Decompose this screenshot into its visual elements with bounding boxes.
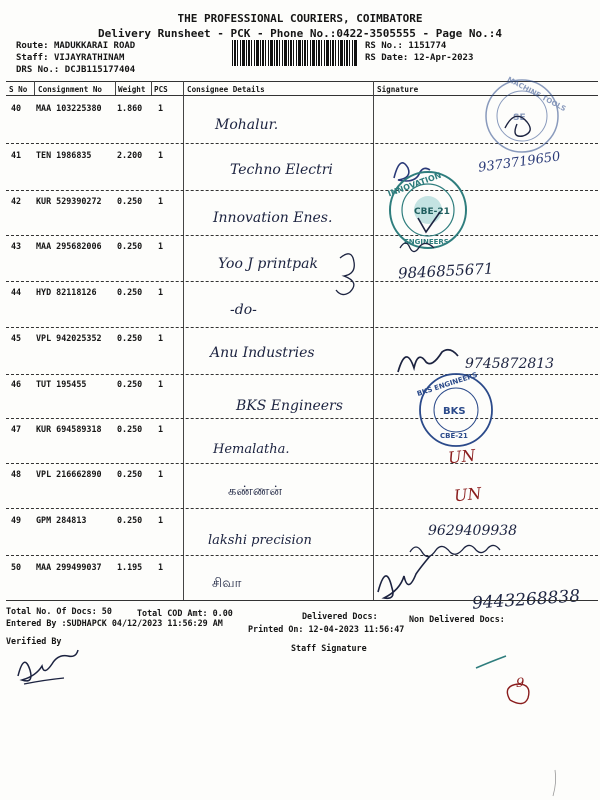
staff-value: VIJAYRATHINAM: [53, 53, 125, 63]
bks-stamp-mid: BKS: [443, 406, 466, 417]
col-header-consignment: Consignment No: [38, 85, 103, 94]
delivered-docs: Delivered Docs:: [302, 611, 378, 621]
innovation-stamp-city: CBE-21: [414, 207, 450, 217]
entered-by: Entered By :SUDHAPCK 04/12/2023 11:56:29 AM: [6, 618, 223, 628]
row-sno: 48: [11, 469, 22, 479]
row-consignee: Mohalur.: [215, 117, 279, 133]
row-sno: 40: [11, 103, 22, 113]
row-consignee: BKS Engineers: [236, 398, 343, 414]
row-weight: 0.250: [117, 333, 143, 343]
row-signature-phone: 9846855671: [397, 259, 494, 283]
row-consignee: lakshi precision: [208, 533, 312, 548]
staff-signature-label: Staff Signature: [291, 643, 367, 653]
row-consignment: MAA 295682006: [36, 241, 102, 251]
row-weight: 0.250: [117, 469, 143, 479]
drs-value: DCJB115177404: [64, 65, 136, 75]
machine-tools-stamp-text: MACHINE TOOLS: [505, 75, 568, 114]
col-header-pcs: PCS: [154, 85, 168, 94]
row-signature-phone: 9443268838: [471, 586, 581, 614]
bks-stamp-city: CBE-21: [440, 432, 468, 440]
handwritten-count: 9: [516, 676, 525, 691]
row-consignee: -do-: [230, 302, 257, 318]
row-pcs: 1: [158, 515, 164, 525]
company-title: THE PROFESSIONAL COURIERS, COIMBATORE: [177, 12, 423, 25]
innovation-stamp-top: INNOVATION: [386, 170, 443, 199]
row-consignment: MAA 103225380: [36, 103, 102, 113]
row-sno: 45: [11, 333, 22, 343]
innovation-stamp-bottom: ENGINEERS: [404, 238, 449, 246]
row-signature-undelivered: UN: [453, 483, 483, 506]
row-consignee: Techno Electri: [230, 162, 333, 178]
row-consignment: HYD 82118126: [36, 287, 97, 297]
row-sno: 43: [11, 241, 22, 251]
row-consignment: VPL 942025352: [36, 333, 102, 343]
total-docs: Total No. Of Docs: 50: [6, 606, 112, 616]
row-consignment: TEN 1986835: [36, 150, 92, 160]
row-weight: 0.250: [117, 424, 143, 434]
row-weight: 0.250: [117, 287, 143, 297]
row-consignee: சிவா: [212, 576, 242, 591]
row-sno: 41: [11, 150, 22, 160]
row-sno: 42: [11, 196, 22, 206]
row-consignee: Hemalatha.: [213, 442, 290, 457]
rs-no-value: 1151774: [408, 41, 447, 51]
row-sno: 50: [11, 562, 22, 572]
staff-label: Staff:: [16, 53, 49, 63]
machine-tools-stamp: [486, 75, 567, 152]
row-signature-phone: 9373719650: [477, 149, 562, 176]
row-consignment: MAA 299499037: [36, 562, 102, 572]
row-consignee: Innovation Enes.: [213, 210, 333, 226]
row-weight: 1.860: [117, 103, 143, 113]
row-consignee: Yoo J printpak: [218, 256, 318, 272]
row-pcs: 1: [158, 424, 164, 434]
row-weight: 1.195: [117, 562, 143, 572]
row-weight: 2.200: [117, 150, 143, 160]
row-weight: 0.250: [117, 196, 143, 206]
row-pcs: 1: [158, 241, 164, 251]
non-delivered-docs: Non Delivered Docs:: [409, 614, 505, 624]
bks-stamp-text: BKS ENGINEERS: [415, 370, 479, 399]
row-pcs: 1: [158, 103, 164, 113]
row-sno: 47: [11, 424, 22, 434]
row-signature-phone: 9745872813: [465, 356, 555, 372]
total-cod: Total COD Amt: 0.00: [137, 608, 233, 618]
row-sno: 46: [11, 379, 22, 389]
rs-date-label: RS Date:: [365, 53, 409, 63]
route-label: Route:: [16, 41, 49, 51]
row-sno: 49: [11, 515, 22, 525]
innovation-stamp: [387, 171, 466, 248]
row-pcs: 1: [158, 287, 164, 297]
row-consignment: VPL 216662890: [36, 469, 102, 479]
row-pcs: 1: [158, 196, 164, 206]
col-header-signature: Signature: [377, 85, 419, 94]
row-pcs: 1: [158, 562, 164, 572]
route-value: MADUKKARAI ROAD: [53, 41, 136, 51]
col-header-sno: S No: [9, 85, 28, 94]
rs-no-label: RS No.:: [365, 41, 403, 51]
row-consignee: கண்ணன்: [228, 484, 283, 499]
row-signature-phone: 9629409938: [428, 523, 518, 539]
row-consignment: KUR 694589318: [36, 424, 102, 434]
row-sno: 44: [11, 287, 22, 297]
machine-tools-stamp-mid: SE: [513, 113, 526, 123]
printed-on: Printed On: 12-04-2023 11:56:47: [248, 624, 405, 634]
row-weight: 0.250: [117, 241, 143, 251]
rs-date-value: 12-Apr-2023: [413, 53, 474, 63]
runsheet-subtitle: Delivery Runsheet - PCK - Phone No.:0422-3505555 - Page No.:4: [98, 27, 502, 40]
row-pcs: 1: [158, 150, 164, 160]
col-header-weight: Weight: [118, 85, 146, 94]
row-consignee: Anu Industries: [210, 345, 315, 361]
drs-label: DRS No.:: [16, 65, 60, 75]
bks-engineers-stamp: [416, 371, 492, 446]
row-consignment: TUT 195455: [36, 379, 87, 389]
row-signature-undelivered: UN: [447, 445, 477, 468]
row-pcs: 1: [158, 333, 164, 343]
row-pcs: 1: [158, 379, 164, 389]
verified-by-label: Verified By: [6, 636, 62, 646]
row-consignment: GPM 284813: [36, 515, 87, 525]
col-header-consignee: Consignee Details: [187, 85, 265, 94]
row-weight: 0.250: [117, 379, 143, 389]
row-pcs: 1: [158, 469, 164, 479]
row-consignment: KUR 529390272: [36, 196, 102, 206]
row-weight: 0.250: [117, 515, 143, 525]
